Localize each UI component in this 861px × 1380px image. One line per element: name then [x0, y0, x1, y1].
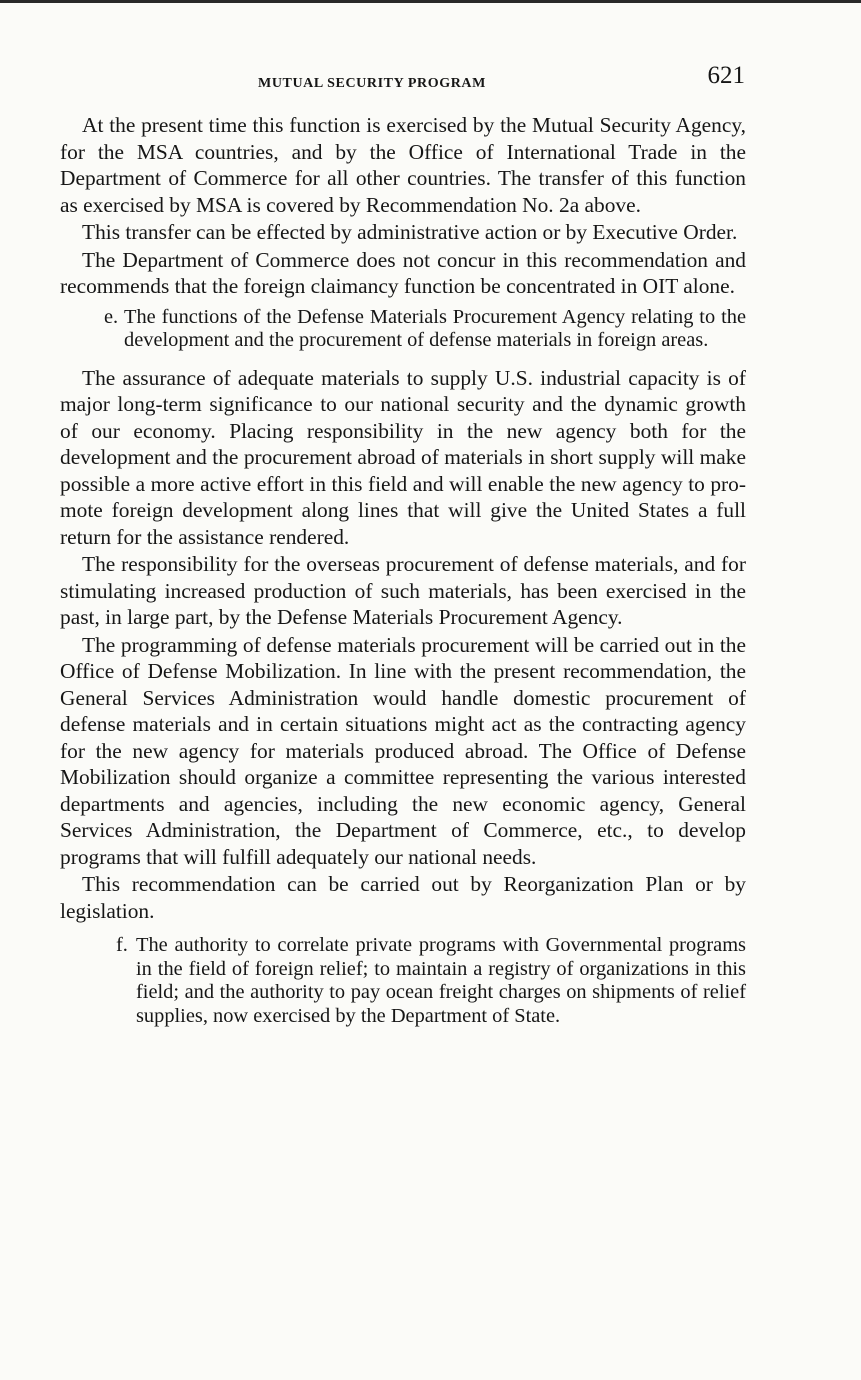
paragraph-transfer-action: This transfer can be effected by administrative action or by Executive Order. — [82, 220, 738, 244]
page-number: 621 — [707, 62, 745, 89]
paragraph-commerce-nonconcur: The Department of Commerce does not concur in this recommendation and recommends that the foreign claimancy function be concentrated in OIT alone. — [60, 247, 746, 298]
page-body — [60, 112, 746, 1040]
list-item-f — [60, 934, 746, 1028]
paragraph-programming: The programming of defense materials procurement will be carried out in the Office of Defense Mobilization. In line with the present recommendation, the General Services Administration would handle domestic procurement of defense materials and in certain situations might act as the contracting agency for the new agency for materials produced abroad. The Office of Defense Mobilization should organize a committee representing the various interested departments and agencies, including the new economic agency, General Services Administration, the Department of Commerce, etc., to develop programs that will fulfill adequately our national needs. — [60, 632, 746, 869]
list-item-marker: e. — [104, 305, 119, 328]
list-item-e — [60, 306, 746, 353]
paragraph-overseas-procurement: The responsibility for the overseas procurement of defense materials, and for stimulating increased production of such materials, has been exercised in the past, in large part, by the Defense Materials Procurement Agency. — [60, 552, 746, 629]
list-item-marker: f. — [116, 934, 128, 956]
list-item-text: The authority to correlate private programs with Governmental programs in the field of foreign relief; to maintain a registry of organizations in this field; and the authority to pay ocean freight charges on shipments of relief supplies, now exercised by the Department of State. — [136, 934, 746, 1027]
list-item-text: The functions of the Defense Materials Procurement Agency relating to the development and the procurement of defense materials in foreign areas. — [124, 305, 746, 351]
page-header — [60, 62, 750, 98]
paragraph-reorganization: This recommendation can be carried out by Reorganization Plan or by legislation. — [60, 872, 746, 923]
paragraph-msa-function: At the present time this function is exercised by the Mutual Security Agency, for the MSA countries, and by the Office of International Trade in the Department of Commerce for all other countries. The transfer of this function as exercised by MSA is covered by Recommendation No. 2a above. — [60, 113, 746, 217]
paragraph-materials-assurance: The assurance of adequate materials to supply U.S. industrial capacity is of major long-term significance to our national security and the dynamic growth of our economy. Placing responsibility in the new agency both for the development and the procurement abroad of materials in short supply will make possible a more active effort in this field and will enable the new agency to promote foreign development along lines that will give the United States a full return for the assistance rendered. — [60, 365, 746, 549]
top-edge-rule — [0, 0, 861, 3]
running-title: MUTUAL SECURITY PROGRAM — [258, 76, 486, 91]
